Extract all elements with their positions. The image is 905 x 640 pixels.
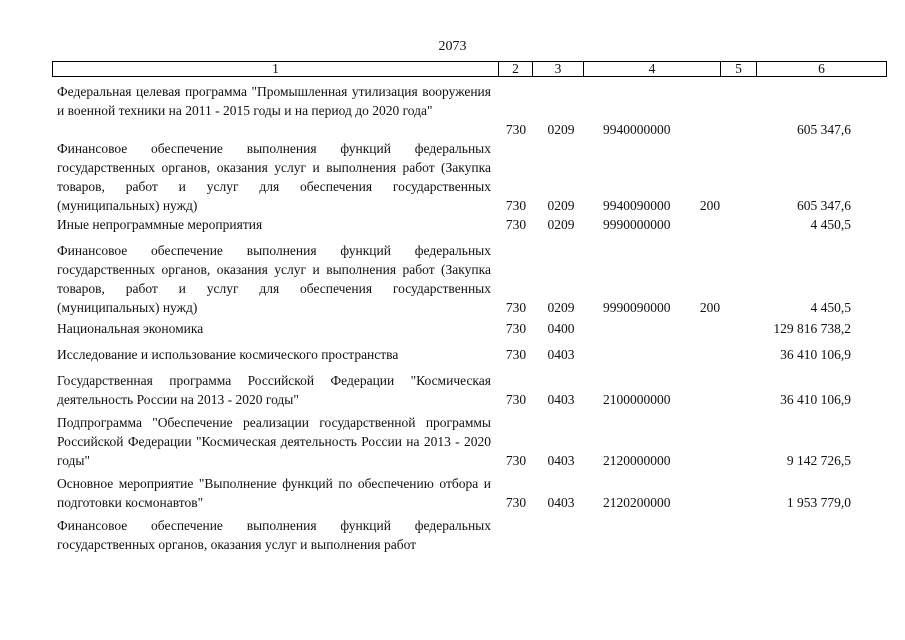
table-row bbox=[0, 139, 905, 215]
table-row bbox=[0, 516, 905, 554]
row-code-3: 0400 bbox=[547, 321, 575, 336]
table-row bbox=[0, 371, 905, 409]
row-code-4: 9990000000 bbox=[603, 217, 671, 232]
table-row bbox=[0, 215, 905, 234]
row-code-2: 730 bbox=[505, 453, 527, 468]
row-description: Финансовое обеспечение выполнения функций федеральных государственных органов, оказания услуг и выполнения работ (Закупка товаров, работ и услуг для обеспечения государственных (муниципальных) нужд) bbox=[57, 141, 491, 213]
row-code-2: 730 bbox=[505, 300, 527, 315]
column-header-5: 5 bbox=[720, 62, 756, 76]
row-code-3: 0209 bbox=[547, 217, 575, 232]
row-amount: 36 410 106,9 bbox=[780, 347, 851, 362]
row-code-2: 730 bbox=[505, 198, 527, 213]
row-amount: 1 953 779,0 bbox=[786, 495, 851, 510]
row-code-4: 9990090000 bbox=[603, 300, 671, 315]
column-header-1: 1 bbox=[272, 61, 279, 76]
row-code-4: 2120200000 bbox=[603, 495, 671, 510]
row-code-4: 2120000000 bbox=[603, 453, 671, 468]
row-code-3: 0403 bbox=[547, 392, 575, 407]
row-description: Основное мероприятие "Выполнение функций по обеспечению отбора и подготовки космонавтов" bbox=[57, 476, 491, 510]
row-code-3: 0209 bbox=[547, 198, 575, 213]
table-row bbox=[0, 345, 905, 364]
row-code-5: 200 bbox=[699, 300, 721, 315]
row-code-3: 0209 bbox=[547, 122, 575, 137]
table-row bbox=[0, 474, 905, 512]
row-description: Исследование и использование космического пространства bbox=[57, 347, 399, 362]
row-description: Иные непрограммные мероприятия bbox=[57, 217, 263, 232]
column-header-4: 4 bbox=[583, 62, 720, 76]
row-description: Государственная программа Российской Федерации "Космическая деятельность России на 2013 - 2020 годы" bbox=[57, 373, 491, 407]
page-number: 2073 bbox=[438, 39, 467, 54]
row-code-3: 0209 bbox=[547, 300, 575, 315]
table-row bbox=[0, 241, 905, 317]
row-amount: 605 347,6 bbox=[797, 122, 851, 137]
row-code-5: 200 bbox=[699, 198, 721, 213]
row-description: Подпрограмма "Обеспечение реализации государственной программы Российской Федерации "Космическая деятельность России на 2013 - 2020 годы" bbox=[57, 415, 491, 468]
row-description: Финансовое обеспечение выполнения функций федеральных государственных органов, оказания услуг и выполнения работ bbox=[57, 518, 491, 552]
row-code-2: 730 bbox=[505, 122, 527, 137]
row-code-2: 730 bbox=[505, 495, 527, 510]
row-description: Финансовое обеспечение выполнения функций федеральных государственных органов, оказания услуг и выполнения работ (Закупка товаров, работ и услуг для обеспечения государственных (муниципальных) нужд) bbox=[57, 243, 491, 315]
row-code-3: 0403 bbox=[547, 347, 575, 362]
row-amount: 605 347,6 bbox=[797, 198, 851, 213]
column-header-2: 2 bbox=[498, 62, 532, 76]
row-amount: 129 816 738,2 bbox=[773, 321, 851, 336]
row-amount: 9 142 726,5 bbox=[786, 453, 851, 468]
row-amount: 4 450,5 bbox=[810, 300, 851, 315]
table-row bbox=[0, 319, 905, 338]
row-code-3: 0403 bbox=[547, 495, 575, 510]
row-code-2: 730 bbox=[505, 347, 527, 362]
row-description: Национальная экономика bbox=[57, 321, 204, 336]
row-code-4: 9940090000 bbox=[603, 198, 671, 213]
row-code-4: 9940000000 bbox=[603, 122, 671, 137]
column-header-6: 6 bbox=[756, 62, 886, 76]
column-header-3: 3 bbox=[532, 62, 583, 76]
row-code-2: 730 bbox=[505, 321, 527, 336]
row-description: Федеральная целевая программа "Промышленная утилизация вооружения и военной техники на 2011 - 2015 годы и на период до 2020 года" bbox=[57, 84, 491, 118]
row-amount: 4 450,5 bbox=[810, 217, 851, 232]
row-amount: 36 410 106,9 bbox=[780, 392, 851, 407]
row-code-4: 2100000000 bbox=[603, 392, 671, 407]
table-row bbox=[0, 82, 905, 139]
row-code-2: 730 bbox=[505, 217, 527, 232]
row-code-2: 730 bbox=[505, 392, 527, 407]
table-header bbox=[52, 61, 887, 77]
table-row bbox=[0, 413, 905, 470]
row-code-3: 0403 bbox=[547, 453, 575, 468]
